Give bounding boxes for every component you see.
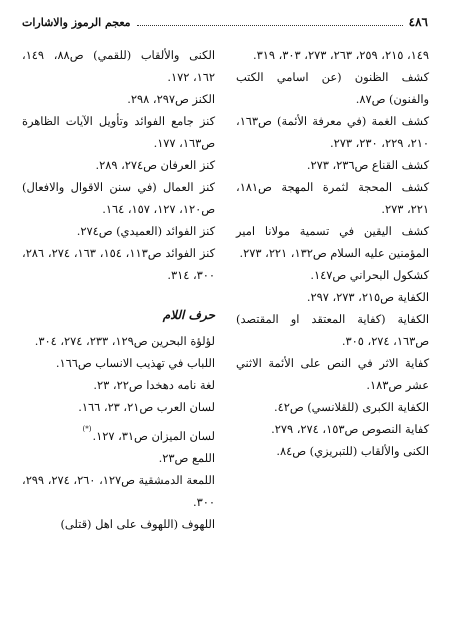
index-entry: كشكول البحراني ص١٤٧.: [310, 268, 429, 282]
running-title: معجم الرموز والاشارات: [22, 15, 131, 29]
index-entry: كشف القناع ص٢٣٦، ٢٧٣.: [306, 158, 429, 172]
index-entry: اللمع ص٢٣.: [158, 451, 215, 465]
page-number: ٤٨٦: [408, 15, 428, 29]
footnote-mark: (*): [82, 425, 92, 433]
index-entry: كنز العمال (في سنن الاقوال والافعال) ص١٢٠، ١٢٧، ١٥٧، ١٦٤.: [22, 180, 215, 216]
index-entry: كفاية الاثر في النص على الأئمة الاثني عشر ص١٨٣.: [236, 356, 429, 392]
index-entry: كنز الفوائد ص١١٣، ١٥٤، ١٦٣، ٢٧٤، ٢٨٦، ٣٠٠، ٣١٤.: [22, 246, 215, 282]
index-entry: ١٤٩، ٢١٥، ٢٥٩، ٢٦٣، ٢٧٣، ٣٠٣، ٣١٩.: [252, 48, 429, 62]
index-entry: الكفاية ص٢١٥، ٢٧٣، ٢٩٧.: [306, 290, 429, 304]
index-entry: الكفاية الكبرى (للقلانسي) ص٤٢.: [273, 400, 429, 414]
index-entry: كشف الغمة (في معرفة الأئمة) ص١٦٣، ٢١٠، ٢٢٩، ٢٣٠، ٢٧٣.: [236, 114, 429, 150]
index-entry: كنز العرفان ص٢٧٤، ٢٨٩.: [95, 158, 215, 172]
index-entry: الكنى والألقاب (للتبريزي) ص٨٤.: [276, 444, 429, 458]
index-entry: كنز الفوائد (العميدي) ص٢٧٤.: [76, 224, 215, 238]
index-entry-text: لسان الميزان ص٣١، ١٢٧.: [92, 429, 215, 443]
index-entry: اللهوف (اللهوف على اهل (قتلى): [60, 517, 215, 531]
index-entry-with-note: [22, 418, 215, 447]
page-header: [22, 12, 428, 32]
index-entry: كفاية النصوص ص١٥٣، ٢٧٤، ٢٧٩.: [271, 422, 429, 436]
header-dotted-leader: [137, 24, 403, 26]
index-entry: اللباب في تهذيب الانساب ص١٦٦.: [55, 356, 215, 370]
index-entry: الكفاية (كفاية المعتقد او المقتصد) ص١٦٣، ٢٧٤، ٣٠٥.: [236, 312, 429, 348]
left-column: [22, 44, 215, 535]
index-entry: كنز جامع الفوائد وتأويل الآيات الظاهرة ص١٦٣، ١٧٧.: [22, 114, 215, 150]
index-entry: كشف اليقين في تسمية مولانا امير المؤمنين عليه السلام ص١٣٢، ٢٢١، ٢٧٣.: [236, 224, 429, 260]
index-entry: الكنى والألقاب (للقمي) ص٨٨، ١٤٩، ١٦٢، ١٧٢.: [22, 48, 215, 84]
index-entry: لسان العرب ص٢١، ٢٣، ١٦٦.: [78, 400, 215, 414]
index-entry: لغة نامه دهخدا ص٢٢، ٢٣.: [93, 378, 215, 392]
section-heading: حرف اللام: [162, 308, 215, 322]
index-entry: كشف المحجة لثمرة المهجة ص١٨١، ٢٢١، ٢٧٣.: [236, 180, 429, 216]
index-entry: كشف الظنون (عن اسامي الكتب والفنون) ص٨٧.: [236, 70, 429, 106]
index-entry: اللمعة الدمشقية ص١٢٧، ٢٦٠، ٢٧٤، ٢٩٩، ٣٠٠.: [22, 473, 215, 509]
right-column: [236, 44, 429, 462]
index-entry: لؤلؤة البحرين ص١٢٩، ٢٣٣، ٢٧٤، ٣٠٤.: [34, 334, 215, 348]
index-entry: الكنز ص٢٩٧، ٢٩٨.: [127, 92, 215, 106]
